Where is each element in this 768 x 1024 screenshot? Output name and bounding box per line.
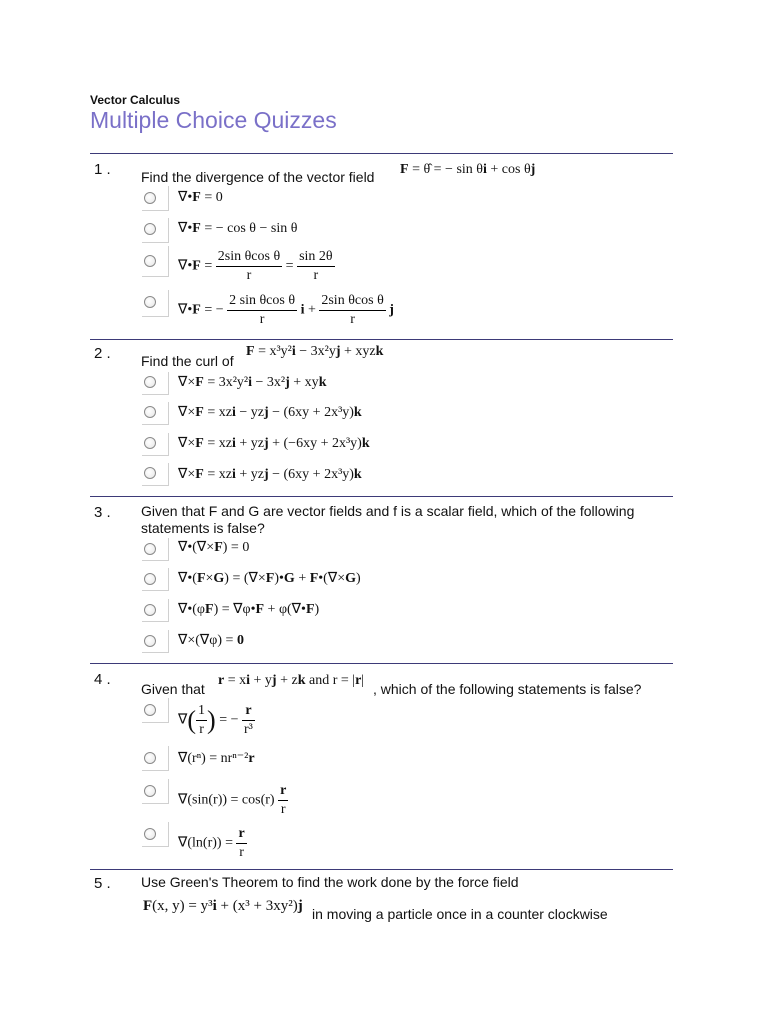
option-radio[interactable] (144, 376, 156, 388)
question-prompt (141, 681, 205, 698)
option-radio[interactable] (144, 192, 156, 204)
question-number: 5 . (94, 875, 111, 892)
option-math: ∇•(φF) = ∇φ•F + φ(∇•F) (178, 602, 320, 617)
prompt-math: F = θ̂ = − sin θi + cos θj (400, 162, 536, 177)
prompt-text: Use Green's Theorem to find the work done by the force field (141, 874, 519, 890)
prompt-text: , which of the following statements is false? (373, 681, 642, 697)
prompt-text: Given that (141, 681, 205, 697)
divider (90, 153, 673, 154)
option-math: ∇•F = 0 (178, 190, 223, 205)
prompt-math: F(x, y) = y³i + (x³ + 3xy²)j (143, 898, 303, 914)
question-prompt (141, 353, 234, 370)
option-math: ∇(rⁿ) = nrⁿ⁻²r (178, 751, 255, 766)
prompt-math: r = xi + yj + zk and r = |r| (218, 673, 365, 688)
option-math: ∇×F = 3x²y²i − 3x²j + xyk (178, 375, 327, 390)
prompt-text: Find the divergence of the vector field (141, 169, 375, 185)
option-radio[interactable] (144, 828, 156, 840)
option-math: ∇×(∇φ) = 0 (178, 633, 244, 648)
option-radio[interactable] (144, 752, 156, 764)
option-radio[interactable] (144, 255, 156, 267)
option-radio[interactable] (144, 406, 156, 418)
option-radio[interactable] (144, 223, 156, 235)
option-math: ∇•F = − $\frac{\text{2 sin θcos θ}}{r}$ i + $\frac{\text{2sin θcos θ}}{r}$ j (178, 293, 394, 327)
question-prompt (141, 874, 519, 891)
question-prompt (141, 169, 374, 186)
option-radio[interactable] (144, 785, 156, 797)
option-radio[interactable] (144, 467, 156, 479)
option-math: ∇•(∇×F) = 0 (178, 540, 250, 555)
option-radio[interactable] (144, 635, 156, 647)
option-math: ∇•(F×G) = (∇×F)•G + F•(∇×G) (178, 571, 361, 586)
option-math: ∇( $\frac{1}{r}$ ) = − $\frac{r}{\text{r³}}$ (178, 703, 253, 737)
option-radio[interactable] (144, 437, 156, 449)
prompt-text: Find the curl of (141, 353, 234, 369)
question-prompt-after (312, 906, 608, 923)
option-radio[interactable] (144, 704, 156, 716)
divider (90, 339, 673, 340)
prompt-math: F = x³y²i − 3x²yj + xyzk (246, 344, 384, 359)
option-radio[interactable] (144, 604, 156, 616)
question-number: 1 . (94, 161, 111, 178)
option-math: ∇•F = $\frac{\text{2sin θcos θ}}{r}$ = $\frac{\sin 2\theta}{r}$ (178, 249, 333, 283)
option-math: ∇(sin(r)) = cos(r) $\frac{r}{r}$ (178, 783, 287, 817)
divider (90, 496, 673, 497)
divider (90, 663, 673, 664)
option-radio[interactable] (144, 296, 156, 308)
divider (90, 869, 673, 870)
option-radio[interactable] (144, 573, 156, 585)
option-math: ∇×F = xzi + yzj − (6xy + 2x³y)k (178, 467, 362, 482)
question-number: 2 . (94, 345, 111, 362)
prompt-text: Given that F and G are vector fields and f is a scalar field, which of the following statements is false? (141, 503, 635, 536)
option-math: ∇×F = xzi + yzj + (−6xy + 2x³y)k (178, 436, 370, 451)
prompt-text: in moving a particle once in a counter clockwise (312, 906, 608, 922)
question-number: 3 . (94, 504, 111, 521)
option-radio[interactable] (144, 543, 156, 555)
option-math: ∇•F = − cos θ − sin θ (178, 221, 298, 236)
option-math: ∇(ln(r)) = $\frac{r}{r}$ (178, 826, 245, 860)
question-prompt (141, 503, 681, 537)
question-prompt-after (373, 681, 641, 698)
page-title: Multiple Choice Quizzes (90, 107, 337, 133)
subject-label: Vector Calculus (90, 93, 181, 107)
question-number: 4 . (94, 671, 111, 688)
option-math: ∇×F = xzi − yzj − (6xy + 2x³y)k (178, 405, 362, 420)
